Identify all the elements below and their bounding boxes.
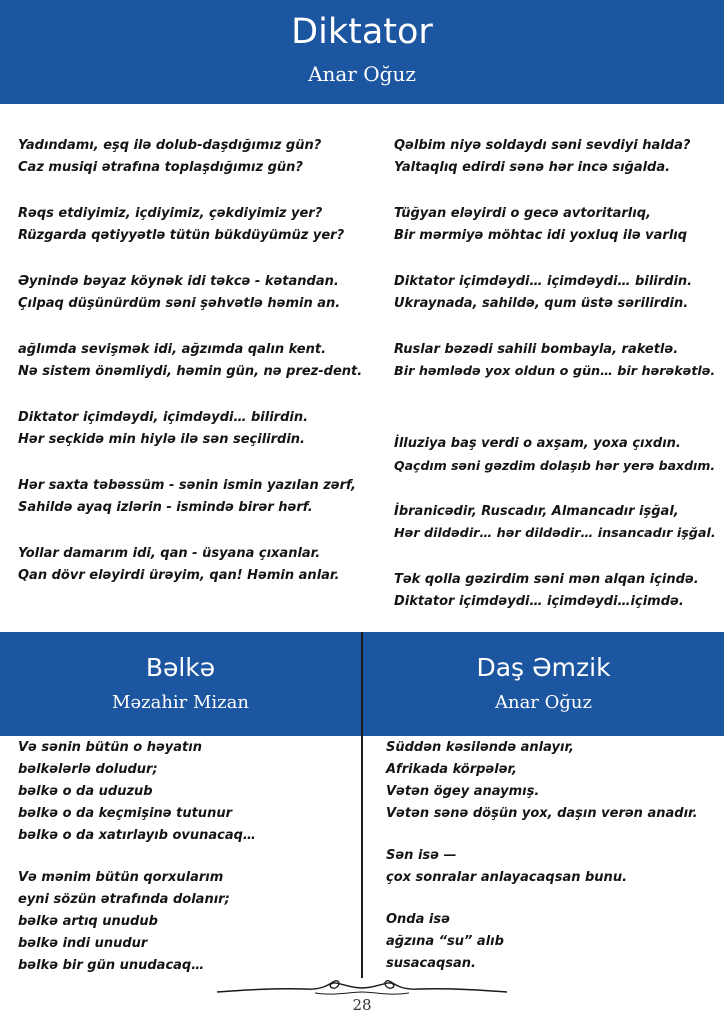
verse-line: Sən isə — — [386, 848, 457, 863]
stanza — [394, 203, 716, 247]
verse-line: bəlkə artıq unudub — [18, 914, 158, 929]
page-number: 28 — [352, 996, 372, 1014]
poem-author-das-emzik: Anar Oğuz — [494, 692, 592, 713]
verse-line: Nə sistem önəmliydi, həmin gün, nə prez-dent. — [18, 364, 363, 379]
verse-line: Və sənin bütün o həyatın — [18, 740, 202, 755]
verse-line: Çılpaq düşünürdüm səni şəhvətlə həmin an. — [18, 296, 341, 311]
poem-author: Anar Oğuz — [308, 62, 416, 86]
verse-line: Tüğyan eləyirdi o gecə avtoritarlıq, — [394, 206, 651, 221]
verse-line: ağlımda sevişmək idi, ağzımda qalın kent. — [18, 342, 327, 357]
verse-line: Rəqs etdiyimiz, içdiyimiz, çəkdiyimiz yer? — [18, 206, 323, 221]
stanza — [386, 909, 698, 975]
stanza — [18, 135, 362, 179]
verse-line: Diktator içimdəydi… içimdəydi…içimdə. — [394, 594, 684, 609]
verse-line: Ukraynada, sahildə, qum üstə sərilirdin. — [394, 296, 689, 311]
verse-line: bəlkə o da uduzub — [18, 784, 153, 799]
verse-line: Bir həmlədə yox oldun o gün… bir hərəkətlə. — [394, 364, 716, 379]
verse-line: Diktator içimdəydi, içimdəydi… bilirdin. — [18, 410, 309, 425]
verse-line: bəlkə o da keçmişinə tutunur — [18, 806, 232, 821]
poem-title-belke: Bəlkə — [145, 653, 216, 682]
poem-author-belke: Məzahir Mizan — [112, 692, 249, 713]
stanza — [18, 271, 362, 315]
verse-line: Qaçdım səni gəzdim dolaşıb hər yerə baxdım. — [394, 458, 716, 473]
verse-line: bəlkə o da xatırlayıb ovunacaq… — [18, 828, 256, 843]
verse-line: Hər saxta təbəssüm - sənin ismin yazılan zərf, — [18, 478, 356, 493]
stanza — [394, 433, 716, 477]
verse-line: Süddən kəsiləndə anlayır, — [386, 740, 574, 755]
verse-line: Ruslar bəzədi sahili bombayla, raketlə. — [394, 342, 679, 357]
poem-title: Diktator — [291, 12, 433, 52]
verse-line: Caz musiqi ətrafına toplaşdığımız gün? — [18, 160, 303, 175]
verse-line: Yaltaqlıq edirdi sənə hər incə sığalda. — [394, 160, 671, 175]
stanza — [394, 271, 716, 315]
verse-line: Yollar damarım idi, qan - üsyana çıxanlar. — [18, 546, 321, 561]
verse-line: İlluziya baş verdi o axşam, yoxa çıxdın. — [394, 436, 681, 451]
poem-das-emzik — [386, 737, 698, 995]
stanza — [394, 339, 716, 383]
verse-line: Yadındamı, eşq ilə dolub-daşdığımız gün? — [18, 138, 322, 153]
verse-line: Qan dövr eləyirdi ürəyim, qan! Həmin anlar. — [18, 568, 340, 583]
verse-line: Və mənim bütün qorxularım — [18, 870, 224, 885]
verse-line: bəlkə bir gün unudacaq… — [18, 958, 205, 973]
verse-line: Afrikada körpələr, — [386, 762, 517, 777]
stanza — [18, 737, 256, 847]
stanza — [394, 135, 716, 179]
verse-line: Rüzgarda qətiyyətlə tütün bükdüyümüz yer? — [18, 228, 345, 243]
verse-line: Tək qolla gəzirdim səni mən alqan içində. — [394, 572, 699, 587]
stanza — [394, 501, 716, 545]
verse-line: Hər seçkidə min hiylə ilə sən seçilirdin. — [18, 432, 305, 447]
stanza — [18, 339, 362, 383]
stanza — [386, 845, 698, 889]
poem-diktator-right-column — [394, 135, 716, 637]
poem-belke — [18, 737, 256, 997]
stanza — [386, 737, 698, 825]
verse-line: Hər dildədir… hər dildədir… insancadır işğal. — [394, 526, 716, 541]
verse-line: Onda isə — [386, 912, 450, 927]
verse-line: Bir mərmiyə möhtac idi yoxluq ilə varlıq — [394, 228, 688, 243]
poem-diktator-left-column — [18, 135, 362, 611]
stanza — [18, 407, 362, 451]
poem-title-das-emzik: Daş Əmzik — [476, 653, 611, 682]
verse-line: ağzına “su” alıb — [386, 934, 504, 949]
verse-line: bəlkələrlə doludur; — [18, 762, 158, 777]
stanza — [18, 475, 362, 519]
verse-line: Vətən sənə döşün yox, daşın verən anadır. — [386, 806, 698, 821]
stanza — [18, 203, 362, 247]
column-divider — [361, 632, 363, 978]
verse-line: Sahildə ayaq izlərin - ismində birər hərf. — [18, 500, 313, 515]
stanza — [394, 569, 716, 613]
verse-line: eyni sözün ətrafında dolanır; — [18, 892, 230, 907]
verse-line: bəlkə indi unudur — [18, 936, 148, 951]
title-banner — [0, 0, 724, 104]
verse-line: İbranicədir, Ruscadır, Almancadır işğal, — [394, 504, 679, 519]
verse-line: Diktator içimdəydi… içimdəydi… bilirdin. — [394, 274, 693, 289]
verse-line: Qəlbim niyə soldaydı səni sevdiyi halda? — [394, 138, 691, 153]
verse-line: Əynində bəyaz köynək idi təkcə - kətandan. — [18, 274, 339, 289]
verse-line: çox sonralar anlayacaqsan bunu. — [386, 870, 628, 885]
verse-line: susacaqsan. — [386, 956, 476, 971]
verse-line: Vətən ögey anaymış. — [386, 784, 540, 799]
stanza — [18, 543, 362, 587]
stanza — [18, 867, 256, 977]
